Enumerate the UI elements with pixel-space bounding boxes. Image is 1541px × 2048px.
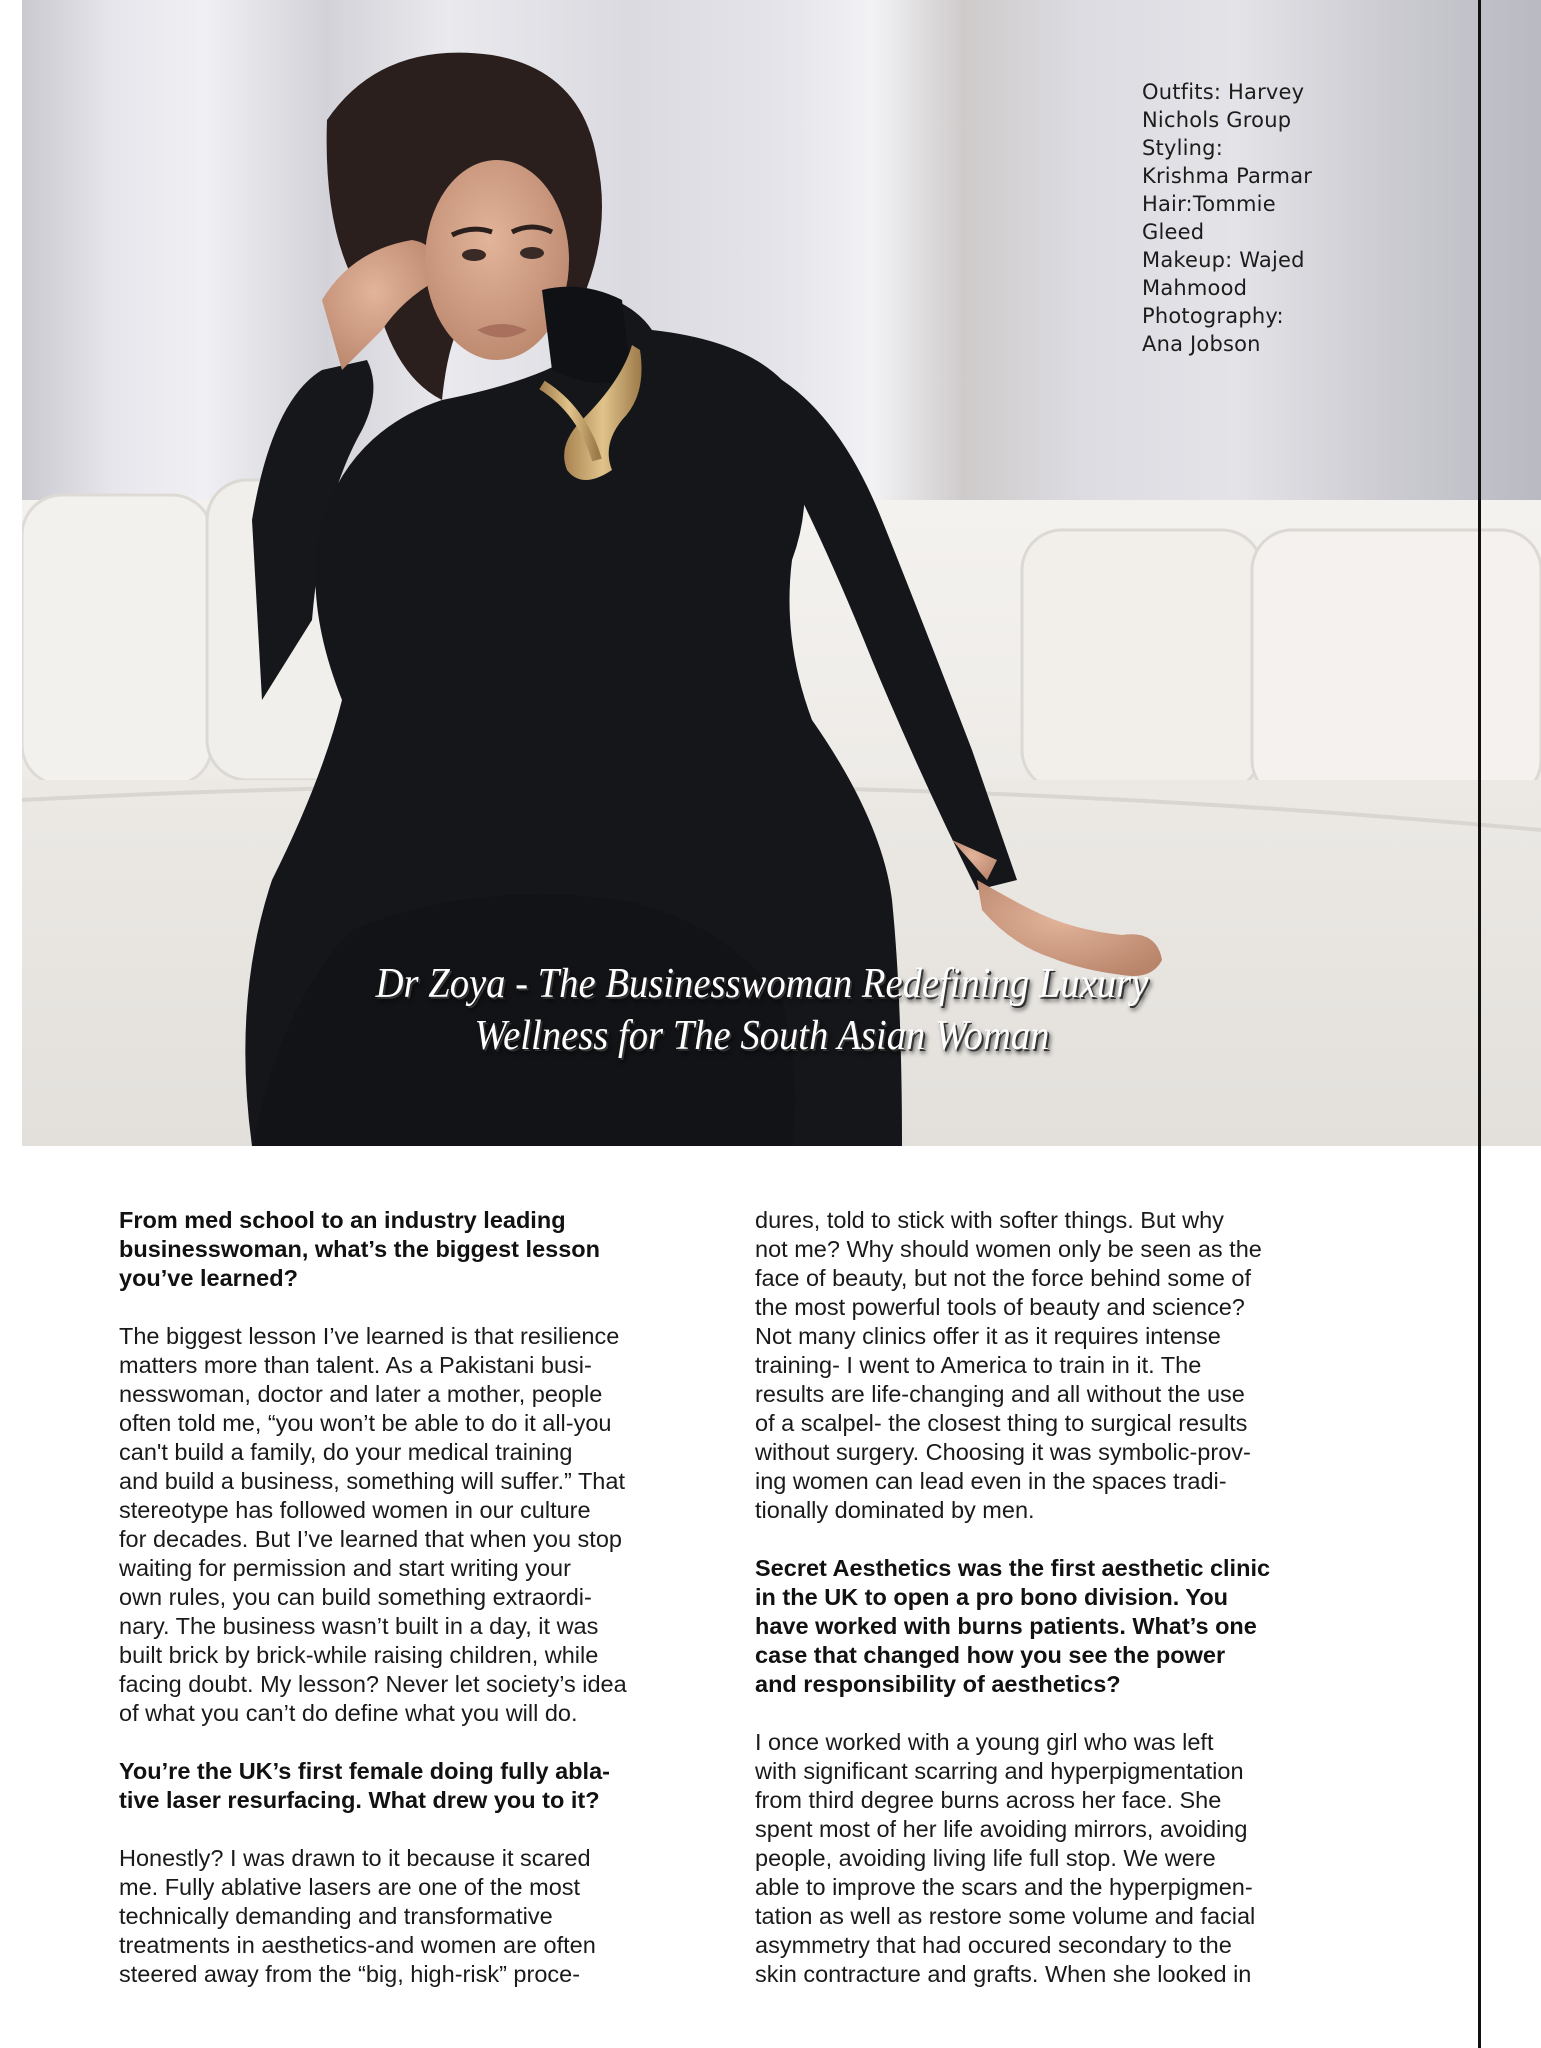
text-line: tation as well as restore some volume and facial: [755, 1903, 1256, 1929]
text-line: face of beauty, but not the force behind some of: [755, 1265, 1252, 1291]
interview-answer: [119, 1322, 679, 1728]
left-column: [119, 1206, 679, 2018]
text-line: tive laser resurfacing. What drew you to it?: [119, 1787, 600, 1813]
text-line: me. Fully ablative lasers are one of the most: [119, 1874, 581, 1900]
text-line: steered away from the “big, high-risk” proce-: [119, 1961, 581, 1987]
hero-photo: [22, 0, 1541, 1146]
text-line: in the UK to open a pro bono division. You: [755, 1584, 1229, 1610]
text-line: built brick by brick-while raising children, while: [119, 1642, 599, 1668]
text-line: nesswoman, doctor and later a mother, people: [119, 1381, 603, 1407]
text-line: own rules, you can build something extraordi-: [119, 1584, 592, 1610]
page-edge-rule: [1478, 0, 1481, 2048]
text-line: for decades. But I’ve learned that when you stop: [119, 1526, 622, 1552]
text-line: have worked with burns patients. What’s one: [755, 1613, 1257, 1639]
headline-line-2: Wellness for The South Asian Woman: [474, 1013, 1050, 1059]
text-line: of what you can’t do define what you will do.: [119, 1700, 578, 1726]
text-line: the most powerful tools of beauty and science?: [755, 1294, 1245, 1320]
text-line: with significant scarring and hyperpigmentation: [755, 1758, 1244, 1784]
credit-line: Outfits: Harvey: [1142, 80, 1305, 104]
text-line: facing doubt. My lesson? Never let society’s idea: [119, 1671, 627, 1697]
text-line: dures, told to stick with softer things. But why: [755, 1207, 1224, 1233]
text-line: stereotype has followed women in our culture: [119, 1497, 591, 1523]
credit-line: Hair:Tommie: [1142, 192, 1276, 216]
credit-line: Makeup: Wajed: [1142, 248, 1305, 272]
article-headline: [302, 958, 1222, 1062]
text-line: often told me, “you won’t be able to do it all-you: [119, 1410, 612, 1436]
text-line: and build a business, something will suffer.” That: [119, 1468, 625, 1494]
text-line: waiting for permission and start writing your: [119, 1555, 571, 1581]
text-line: Not many clinics offer it as it requires intense: [755, 1323, 1221, 1349]
headline-line-1: Dr Zoya - The Businesswoman Redefining Luxury: [375, 961, 1149, 1007]
text-line: From med school to an industry leading: [119, 1207, 566, 1233]
interview-answer: [119, 1844, 679, 1989]
text-line: able to improve the scars and the hyperpigmen-: [755, 1874, 1253, 1900]
text-line: The biggest lesson I’ve learned is that resilience: [119, 1323, 620, 1349]
text-line: matters more than talent. As a Pakistani busi-: [119, 1352, 592, 1378]
text-line: nary. The business wasn’t built in a day, it was: [119, 1613, 599, 1639]
article-body: [119, 1206, 1319, 2048]
interview-answer: [755, 1206, 1315, 1525]
text-line: not me? Why should women only be seen as the: [755, 1236, 1262, 1262]
text-line: of a scalpel- the closest thing to surgical results: [755, 1410, 1248, 1436]
text-line: people, avoiding living life full stop. We were: [755, 1845, 1216, 1871]
text-line: skin contracture and grafts. When she looked in: [755, 1961, 1252, 1987]
text-line: You’re the UK’s first female doing fully abla-: [119, 1758, 610, 1784]
credit-line: Gleed: [1142, 220, 1205, 244]
text-line: asymmetry that had occured secondary to the: [755, 1932, 1232, 1958]
right-column: [755, 1206, 1315, 2018]
text-line: Honestly? I was drawn to it because it scared: [119, 1845, 591, 1871]
text-line: ing women can lead even in the spaces tradi-: [755, 1468, 1227, 1494]
credit-line: Photography:: [1142, 304, 1284, 328]
text-line: results are life-changing and all without the use: [755, 1381, 1245, 1407]
credit-line: Krishma Parmar: [1142, 164, 1313, 188]
text-line: tionally dominated by men.: [755, 1497, 1035, 1523]
credit-line: Mahmood: [1142, 276, 1248, 300]
text-line: case that changed how you see the power: [755, 1642, 1226, 1668]
text-line: training- I went to America to train in it. The: [755, 1352, 1202, 1378]
text-line: Secret Aesthetics was the first aesthetic clinic: [755, 1555, 1271, 1581]
interview-answer: [755, 1728, 1315, 1989]
text-line: spent most of her life avoiding mirrors, avoiding: [755, 1816, 1248, 1842]
text-line: technically demanding and transformative: [119, 1903, 553, 1929]
text-line: without surgery. Choosing it was symbolic-prov-: [755, 1439, 1251, 1465]
credit-line: Nichols Group: [1142, 108, 1292, 132]
text-line: I once worked with a young girl who was left: [755, 1729, 1214, 1755]
interview-question: [119, 1757, 679, 1815]
text-line: treatments in aesthetics-and women are often: [119, 1932, 596, 1958]
text-line: can't build a family, do your medical training: [119, 1439, 573, 1465]
interview-question: [119, 1206, 679, 1293]
photo-credits: [1142, 78, 1342, 358]
text-line: from third degree burns across her face. She: [755, 1787, 1222, 1813]
credit-line: Ana Jobson: [1142, 332, 1261, 356]
credit-line: Styling:: [1142, 136, 1223, 160]
text-line: businesswoman, what’s the biggest lesson: [119, 1236, 600, 1262]
text-line: and responsibility of aesthetics?: [755, 1671, 1121, 1697]
interview-question: [755, 1554, 1315, 1699]
text-line: you’ve learned?: [119, 1265, 298, 1291]
